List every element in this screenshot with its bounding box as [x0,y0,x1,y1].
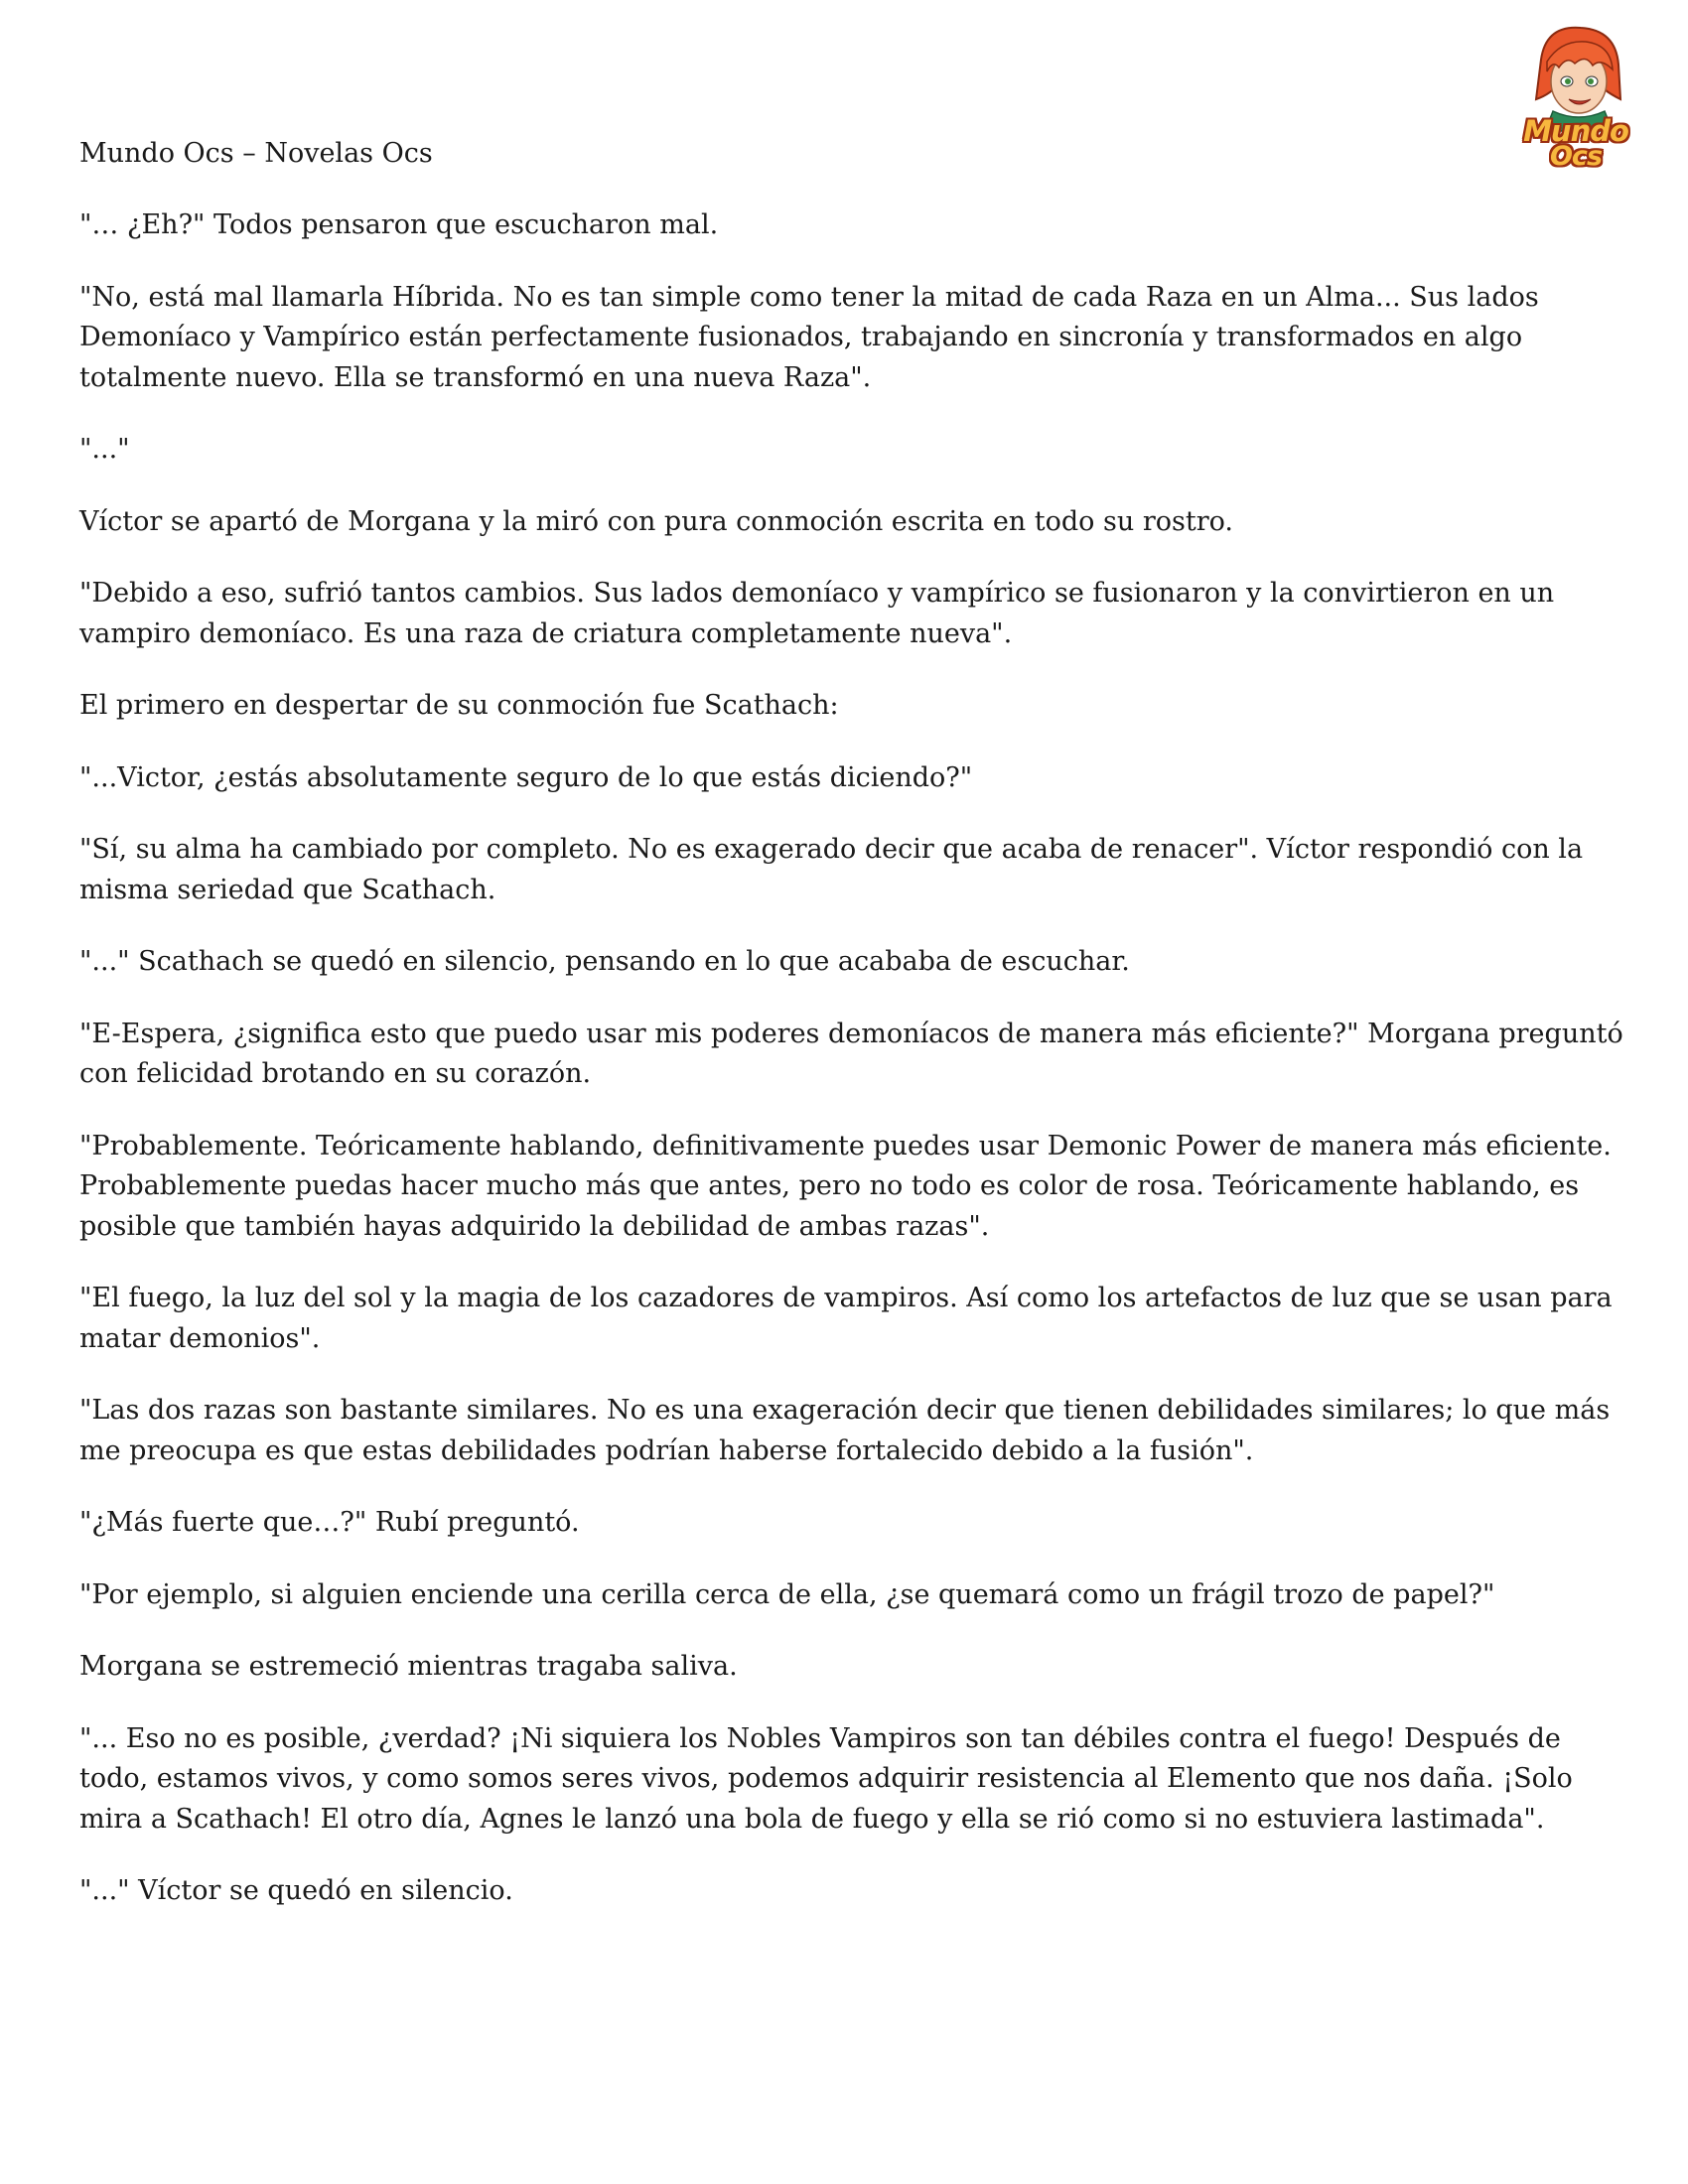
paragraph: "Las dos razas son bastante similares. No es una exageración decir que tienen debilidades similares; lo que más me preocupa es que estas debilidades podrían haberse fortalecido debido a la fusión". [79,1395,1611,1466]
paragraph: "E-Espera, ¿significa esto que puedo usar mis poderes demoníacos de manera más eficiente?" Morgana preguntó con felicidad brotando en su corazón. [79,1018,1623,1089]
paragraph: "... Eso no es posible, ¿verdad? ¡Ni siquiera los Nobles Vampiros son tan débiles contra el fuego! Después de todo, estamos vivos, y como somos seres vivos, podemos adquirir resistencia al Elemento que nos daña. ¡Solo mira a Scathach! El otro día, Agnes le lanzó una bola de fuego y ella se rió como si no estuviera lastimada". [79,1722,1573,1835]
paragraph: "..." [79,434,130,465]
paragraph: "...Victor, ¿estás absolutamente seguro de lo que estás diciendo?" [79,761,973,793]
logo-text-line1: Mundo [1523,114,1628,148]
paragraph: "Sí, su alma ha cambiado por completo. No es exagerado decir que acaba de renacer". Víctor respondió con la misma seriedad que Scathach. [79,834,1584,905]
paragraph: "¿Más fuerte que…?" Rubí preguntó. [79,1507,580,1538]
paragraph: "..." Scathach se quedó en silencio, pensando en lo que acababa de escuchar. [79,946,1130,977]
paragraph: Víctor se apartó de Morgana y la miró con pura conmoción escrita en todo su rostro. [79,505,1233,537]
paragraph: "El fuego, la luz del sol y la magia de los cazadores de vampiros. Así como los artefactos de luz que se usan para matar demonios". [79,1283,1613,1354]
paragraph: "Por ejemplo, si alguien enciende una cerilla cerca de ella, ¿se quemará como un frágil trozo de papel?" [79,1578,1495,1610]
paragraph: "… ¿Eh?" Todos pensaron que escucharon mal. [79,209,719,240]
logo-text-line2: Ocs [1549,141,1603,172]
paragraph: "..." Víctor se quedó en silencio. [79,1875,513,1906]
paragraph: "No, está mal llamarla Híbrida. No es tan simple como tener la mitad de cada Raza en un Alma... Sus lados Demoníaco y Vampírico están perfectamente fusionados, trabajando en sincronía y transformados en algo totalmente nuevo. Ella se transformó en una nueva Raza". [79,281,1539,393]
paragraph: El primero en despertar de su conmoción fue Scathach: [79,690,839,721]
paragraph: "Debido a eso, sufrió tantos cambios. Sus lados demoníaco y vampírico se fusionaron y la convirtieron en un vampiro demoníaco. Es una raza de criatura completamente nueva". [79,578,1555,649]
mundo-ocs-logo [1501,20,1650,172]
paragraph: Morgana se estremeció mientras tragaba saliva. [79,1651,738,1682]
page-header: Mundo Ocs – Novelas Ocs [79,138,433,169]
paragraph: "Probablemente. Teóricamente hablando, definitivamente puedes usar Demonic Power de manera más eficiente. Probablemente puedas hacer mucho más que antes, pero no todo es color de rosa. Teóricamente hablando, es posible que también hayas adquirido la debilidad de ambas razas". [79,1130,1612,1242]
document-body [79,205,1628,1944]
